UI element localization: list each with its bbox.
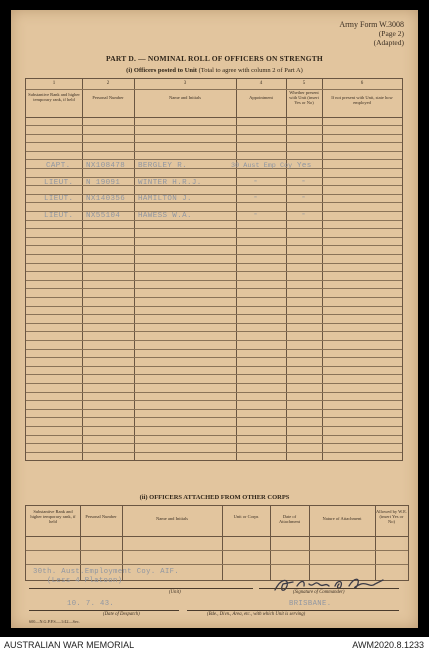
- form-page-label: (Page 2): [378, 29, 404, 38]
- s2-header-number: Personal Number: [85, 514, 117, 519]
- s2-header-nature: Nature of Attachment: [322, 516, 362, 521]
- header-employed: If not present with Unit, state how employed: [331, 95, 393, 105]
- column-divider: [82, 79, 83, 460]
- date-rule: [29, 610, 179, 611]
- place-caption: (Bde., Divn., Area, etc., with which Unit is serving): [207, 612, 306, 617]
- row-rule: [26, 409, 402, 410]
- row4-number: NX55104: [86, 212, 121, 220]
- row-rule: [26, 306, 402, 307]
- row-divider: [26, 550, 408, 551]
- header-appointment: Appointment: [249, 95, 273, 100]
- row-rule: [26, 151, 402, 152]
- row3-appointment: ": [254, 196, 258, 202]
- header-name: Name and Initials: [169, 95, 201, 100]
- s2-header-date: Date of Attachment: [279, 514, 300, 524]
- header-divider: [26, 117, 402, 118]
- row-rule: [26, 228, 402, 229]
- row3-rank: LIEUT.: [44, 195, 74, 203]
- row-rule: [26, 254, 402, 255]
- col-number: 1: [52, 81, 56, 86]
- date-caption: (Date of Despatch): [103, 612, 140, 617]
- row-rule: [26, 426, 402, 427]
- s2-header-rank: Substantive Rank and higher temporary rank, if held: [30, 509, 76, 524]
- row-rule: [26, 245, 402, 246]
- row-rule: [26, 211, 402, 212]
- signature-caption: (Signature of Commander): [293, 590, 345, 595]
- row-rule: [26, 331, 402, 332]
- row1-name: BERGLEY R.: [138, 162, 188, 170]
- row-rule: [26, 392, 402, 393]
- row-divider: [26, 564, 408, 565]
- row1-present: Yes: [297, 162, 312, 170]
- serving-place: BRISBANE.: [289, 600, 332, 608]
- row-rule: [26, 314, 402, 315]
- row3-name: HAMILTON J.: [138, 195, 192, 203]
- row4-rank: LIEUT.: [44, 212, 74, 220]
- row-rule: [26, 417, 402, 418]
- row-rule: [26, 349, 402, 350]
- section2-title: (ii) OFFICERS ATTACHED FROM OTHER CORPS: [139, 494, 290, 501]
- signature-rule: [259, 588, 399, 589]
- form-page: [11, 10, 418, 628]
- row-rule: [26, 400, 402, 401]
- col-number: 5: [302, 81, 306, 86]
- row-rule: [26, 177, 402, 178]
- row-rule: [26, 383, 402, 384]
- row-rule: [26, 237, 402, 238]
- form-identifier: [339, 20, 404, 47]
- row-rule: [26, 125, 402, 126]
- row-rule: [26, 297, 402, 298]
- row3-number: NX140356: [86, 195, 126, 203]
- row-divider: [26, 89, 402, 90]
- row-rule: [26, 142, 402, 143]
- row1-appointment: 30 Aust Emp Coy: [231, 162, 293, 170]
- place-rule: [187, 610, 399, 611]
- despatch-date: 10. 7. 43.: [67, 600, 115, 608]
- col-number: 6: [360, 81, 364, 86]
- archive-name: AUSTRALIAN WAR MEMORIAL: [4, 640, 135, 650]
- column-divider: [270, 506, 271, 580]
- archive-reference: AWM2020.8.1233: [352, 640, 424, 650]
- row4-name: HAWESS W.A.: [138, 212, 192, 220]
- col-number: 3: [183, 81, 187, 86]
- row-rule: [26, 288, 402, 289]
- row-rule: [26, 168, 402, 169]
- form-number: Army Form W.3008: [339, 20, 404, 29]
- header-rank: Substantive Rank and higher temporary rank, if held: [28, 92, 80, 102]
- row1-number: NX108478: [86, 162, 126, 170]
- column-divider: [236, 79, 237, 460]
- row-rule: [26, 263, 402, 264]
- row-rule: [26, 374, 402, 375]
- column-divider: [222, 506, 223, 580]
- row-rule: [26, 185, 402, 186]
- column-divider: [322, 79, 323, 460]
- row-rule: [26, 443, 402, 444]
- row3-present: ": [302, 196, 306, 202]
- row-rule: [26, 202, 402, 203]
- unit-line1: 30th. Aust.Employment Coy. AIF.: [33, 568, 180, 576]
- col-number: 2: [106, 81, 110, 86]
- row4-appointment: ": [254, 213, 258, 219]
- unit-line2: (Less 4 Platoon): [47, 577, 123, 585]
- row-rule: [26, 220, 402, 221]
- column-divider: [309, 506, 310, 580]
- row-rule: [26, 357, 402, 358]
- row-rule: [26, 323, 402, 324]
- row1-rank: CAPT.: [46, 162, 71, 170]
- row2-present: ": [302, 180, 306, 186]
- row2-rank: LIEUT.: [44, 179, 74, 187]
- row-rule: [26, 134, 402, 135]
- column-divider: [134, 79, 135, 460]
- row2-name: WINTER H.R.J.: [138, 179, 202, 187]
- subtitle-bold: (i) Officers posted to Unit: [126, 67, 197, 74]
- row-rule: [26, 366, 402, 367]
- header-number: Personal Number: [92, 95, 124, 100]
- unit-rule: [29, 588, 253, 589]
- row-rule: [26, 435, 402, 436]
- column-divider: [286, 79, 287, 460]
- header-present: Whether present with Unit (insert Yes or No): [289, 90, 319, 105]
- row2-appointment: ": [254, 180, 258, 186]
- row-rule: [26, 452, 402, 453]
- unit-caption: (Unit): [169, 590, 181, 595]
- part-title: PART D. — NOMINAL ROLL OF OFFICERS ON STRENGTH: [106, 54, 323, 63]
- part-subtitle: [11, 67, 418, 74]
- form-adapted-label: (Adapted): [373, 38, 404, 47]
- printer-imprint: 600—N.G.P.P.S.—1/42—Sec.: [29, 619, 80, 624]
- row-rule: [26, 194, 402, 195]
- subtitle-rest: (Total to agree with column 2 of Part A): [198, 67, 303, 74]
- archive-caption-bar: [0, 637, 429, 653]
- header-divider: [26, 536, 408, 537]
- row4-present: ": [302, 213, 306, 219]
- col-number: 4: [259, 81, 263, 86]
- row-rule: [26, 271, 402, 272]
- row2-number: N 19091: [86, 179, 121, 187]
- row-rule: [26, 340, 402, 341]
- s2-header-name: Name and Initials: [156, 516, 188, 521]
- s2-header-unit: Unit or Corps: [233, 514, 259, 519]
- row-rule: [26, 280, 402, 281]
- s2-header-allowed: Allowed by W.E. (insert Yes or No): [376, 509, 407, 524]
- row-rule: [26, 159, 402, 160]
- officers-posted-table: [25, 78, 403, 461]
